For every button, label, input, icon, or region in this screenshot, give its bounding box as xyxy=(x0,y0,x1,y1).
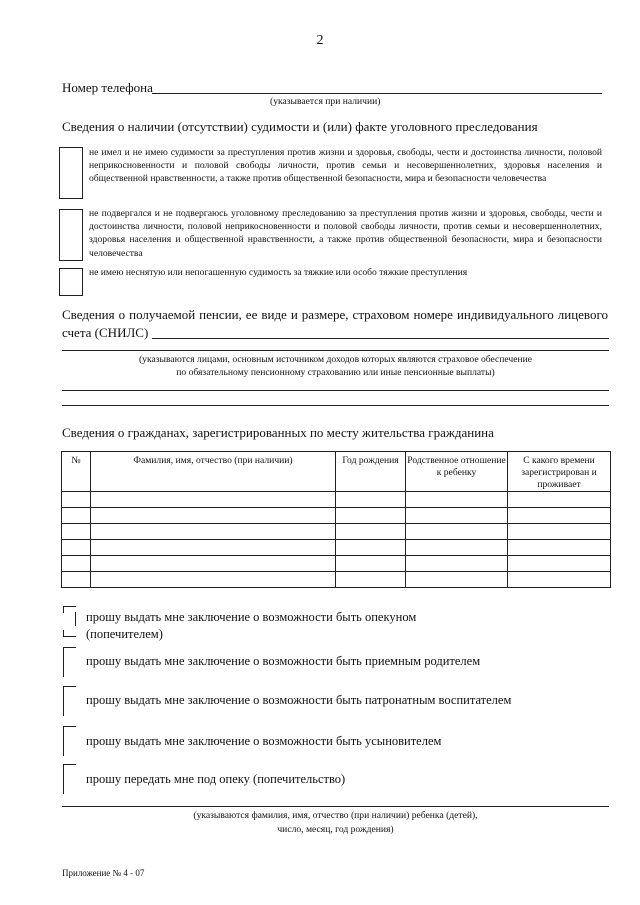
residents-table xyxy=(61,451,611,588)
table-cell[interactable] xyxy=(62,572,91,588)
child-input-line[interactable] xyxy=(62,806,609,807)
col-relation: Родственное отношение к ребенку xyxy=(406,452,508,492)
table-cell[interactable] xyxy=(508,556,611,572)
table-cell[interactable] xyxy=(508,572,611,588)
col-full-name: Фамилия, имя, отчество (при наличии) xyxy=(91,452,336,492)
table-row xyxy=(62,540,611,556)
table-cell[interactable] xyxy=(406,540,508,556)
residents-table-body xyxy=(62,492,611,588)
criminal-option-3-checkbox[interactable] xyxy=(59,268,83,296)
pension-input-line-2[interactable] xyxy=(62,350,609,351)
table-row xyxy=(62,492,611,508)
table-row xyxy=(62,556,611,572)
table-cell[interactable] xyxy=(508,524,611,540)
request-4-line1: прошу выдать мне заключение о возможности быть усыновителем xyxy=(86,734,442,748)
table-row xyxy=(62,524,611,540)
col-number: № xyxy=(62,452,91,492)
table-cell[interactable] xyxy=(406,492,508,508)
pension-input-line-3[interactable] xyxy=(62,390,609,391)
table-cell[interactable] xyxy=(91,524,336,540)
table-cell[interactable] xyxy=(406,508,508,524)
request-1-line1: прошу выдать мне заключение о возможности быть опекуном xyxy=(86,610,417,624)
request-3-checkbox[interactable] xyxy=(63,686,76,716)
table-cell[interactable] xyxy=(336,492,406,508)
table-cell[interactable] xyxy=(62,540,91,556)
table-cell[interactable] xyxy=(91,492,336,508)
request-1-checkbox[interactable] xyxy=(63,606,76,636)
criminal-option-3-text: не имею неснятую или непогашенную судимость за тяжкие или особо тяжкие преступления xyxy=(89,267,468,278)
table-cell[interactable] xyxy=(336,540,406,556)
child-hint-line1: (указываются фамилия, имя, отчество (при наличии) ребенка (детей), xyxy=(193,810,478,821)
table-cell[interactable] xyxy=(406,556,508,572)
request-5-line1: прошу передать мне под опеку (попечительство) xyxy=(86,772,346,786)
table-cell[interactable] xyxy=(508,508,611,524)
table-cell[interactable] xyxy=(406,524,508,540)
request-2-checkbox[interactable] xyxy=(63,647,76,677)
table-cell[interactable] xyxy=(508,540,611,556)
table-row xyxy=(62,572,611,588)
table-cell[interactable] xyxy=(336,572,406,588)
table-cell[interactable] xyxy=(91,572,336,588)
criminal-heading: Сведения о наличии (отсутствии) судимости и (или) факте уголовного преследования xyxy=(62,119,538,134)
table-cell[interactable] xyxy=(62,556,91,572)
table-cell[interactable] xyxy=(336,524,406,540)
col-registered-since: С какого времени зарегистрирован и проживает xyxy=(508,452,611,492)
pension-input-line-4[interactable] xyxy=(62,405,609,406)
table-cell[interactable] xyxy=(62,524,91,540)
phone-hint: (указывается при наличии) xyxy=(270,96,381,107)
criminal-option-2-checkbox[interactable] xyxy=(59,209,83,261)
table-cell[interactable] xyxy=(91,540,336,556)
pension-hint-line1: (указываются лицами, основным источником доходов которых являются страховое обеспечение xyxy=(138,354,533,365)
request-5-checkbox[interactable] xyxy=(63,764,76,794)
child-hint-line2: число, месяц, год рождения) xyxy=(277,824,394,835)
criminal-option-1-text: не имел и не имею судимости за преступления против жизни и здоровья, свободы, чести и достоинства личности, половой неприкосновенности и половой свободы личности, против семьи и несовершеннолетних, здоровья населения и общественной нравственности, а также против общественной безопасности, мира и безопасности человечества xyxy=(89,147,602,185)
table-cell[interactable] xyxy=(62,492,91,508)
residents-heading: Сведения о гражданах, зарегистрированных по месту жительства гражданина xyxy=(62,425,494,440)
table-row xyxy=(62,508,611,524)
phone-label: Номер телефона xyxy=(62,80,153,95)
criminal-option-2-text: не подвергался и не подвергаюсь уголовному преследованию за преступления против жизни и здоровья, свободы, чести и достоинства личности, половой неприкосновенности и половой свободы личности, против семьи и несовершеннолетних, здоровья населения и общественной нравственности, а также против общественной безопасности, мира и безопасности человечества xyxy=(89,208,602,259)
table-cell[interactable] xyxy=(91,556,336,572)
col-birth-year: Год рождения xyxy=(336,452,406,492)
pension-heading-line1: Сведения о получаемой пенсии, ее виде и размере, страховом номере индивидуального лицевого xyxy=(62,307,608,322)
table-cell[interactable] xyxy=(336,508,406,524)
phone-input-line[interactable] xyxy=(152,93,602,94)
request-1-line2: (попечителем) xyxy=(86,627,163,641)
request-3-line1: прошу выдать мне заключение о возможности быть патронатным воспитателем xyxy=(86,693,512,707)
pension-hint-line2: по обязательному пенсионному страхованию или иные пенсионные выплаты) xyxy=(176,367,495,378)
pension-heading-line2: счета (СНИЛС) xyxy=(62,325,149,340)
footer-appendix: Приложение № 4 - 07 xyxy=(62,868,145,878)
request-4-checkbox[interactable] xyxy=(63,726,76,756)
table-cell[interactable] xyxy=(336,556,406,572)
table-cell[interactable] xyxy=(91,508,336,524)
table-cell[interactable] xyxy=(406,572,508,588)
request-2-line1: прошу выдать мне заключение о возможности быть приемным родителем xyxy=(86,654,481,668)
table-cell[interactable] xyxy=(62,508,91,524)
criminal-option-1-checkbox[interactable] xyxy=(59,147,83,199)
table-cell[interactable] xyxy=(508,492,611,508)
page-number: 2 xyxy=(316,33,324,48)
pension-input-line-1[interactable] xyxy=(152,338,609,339)
